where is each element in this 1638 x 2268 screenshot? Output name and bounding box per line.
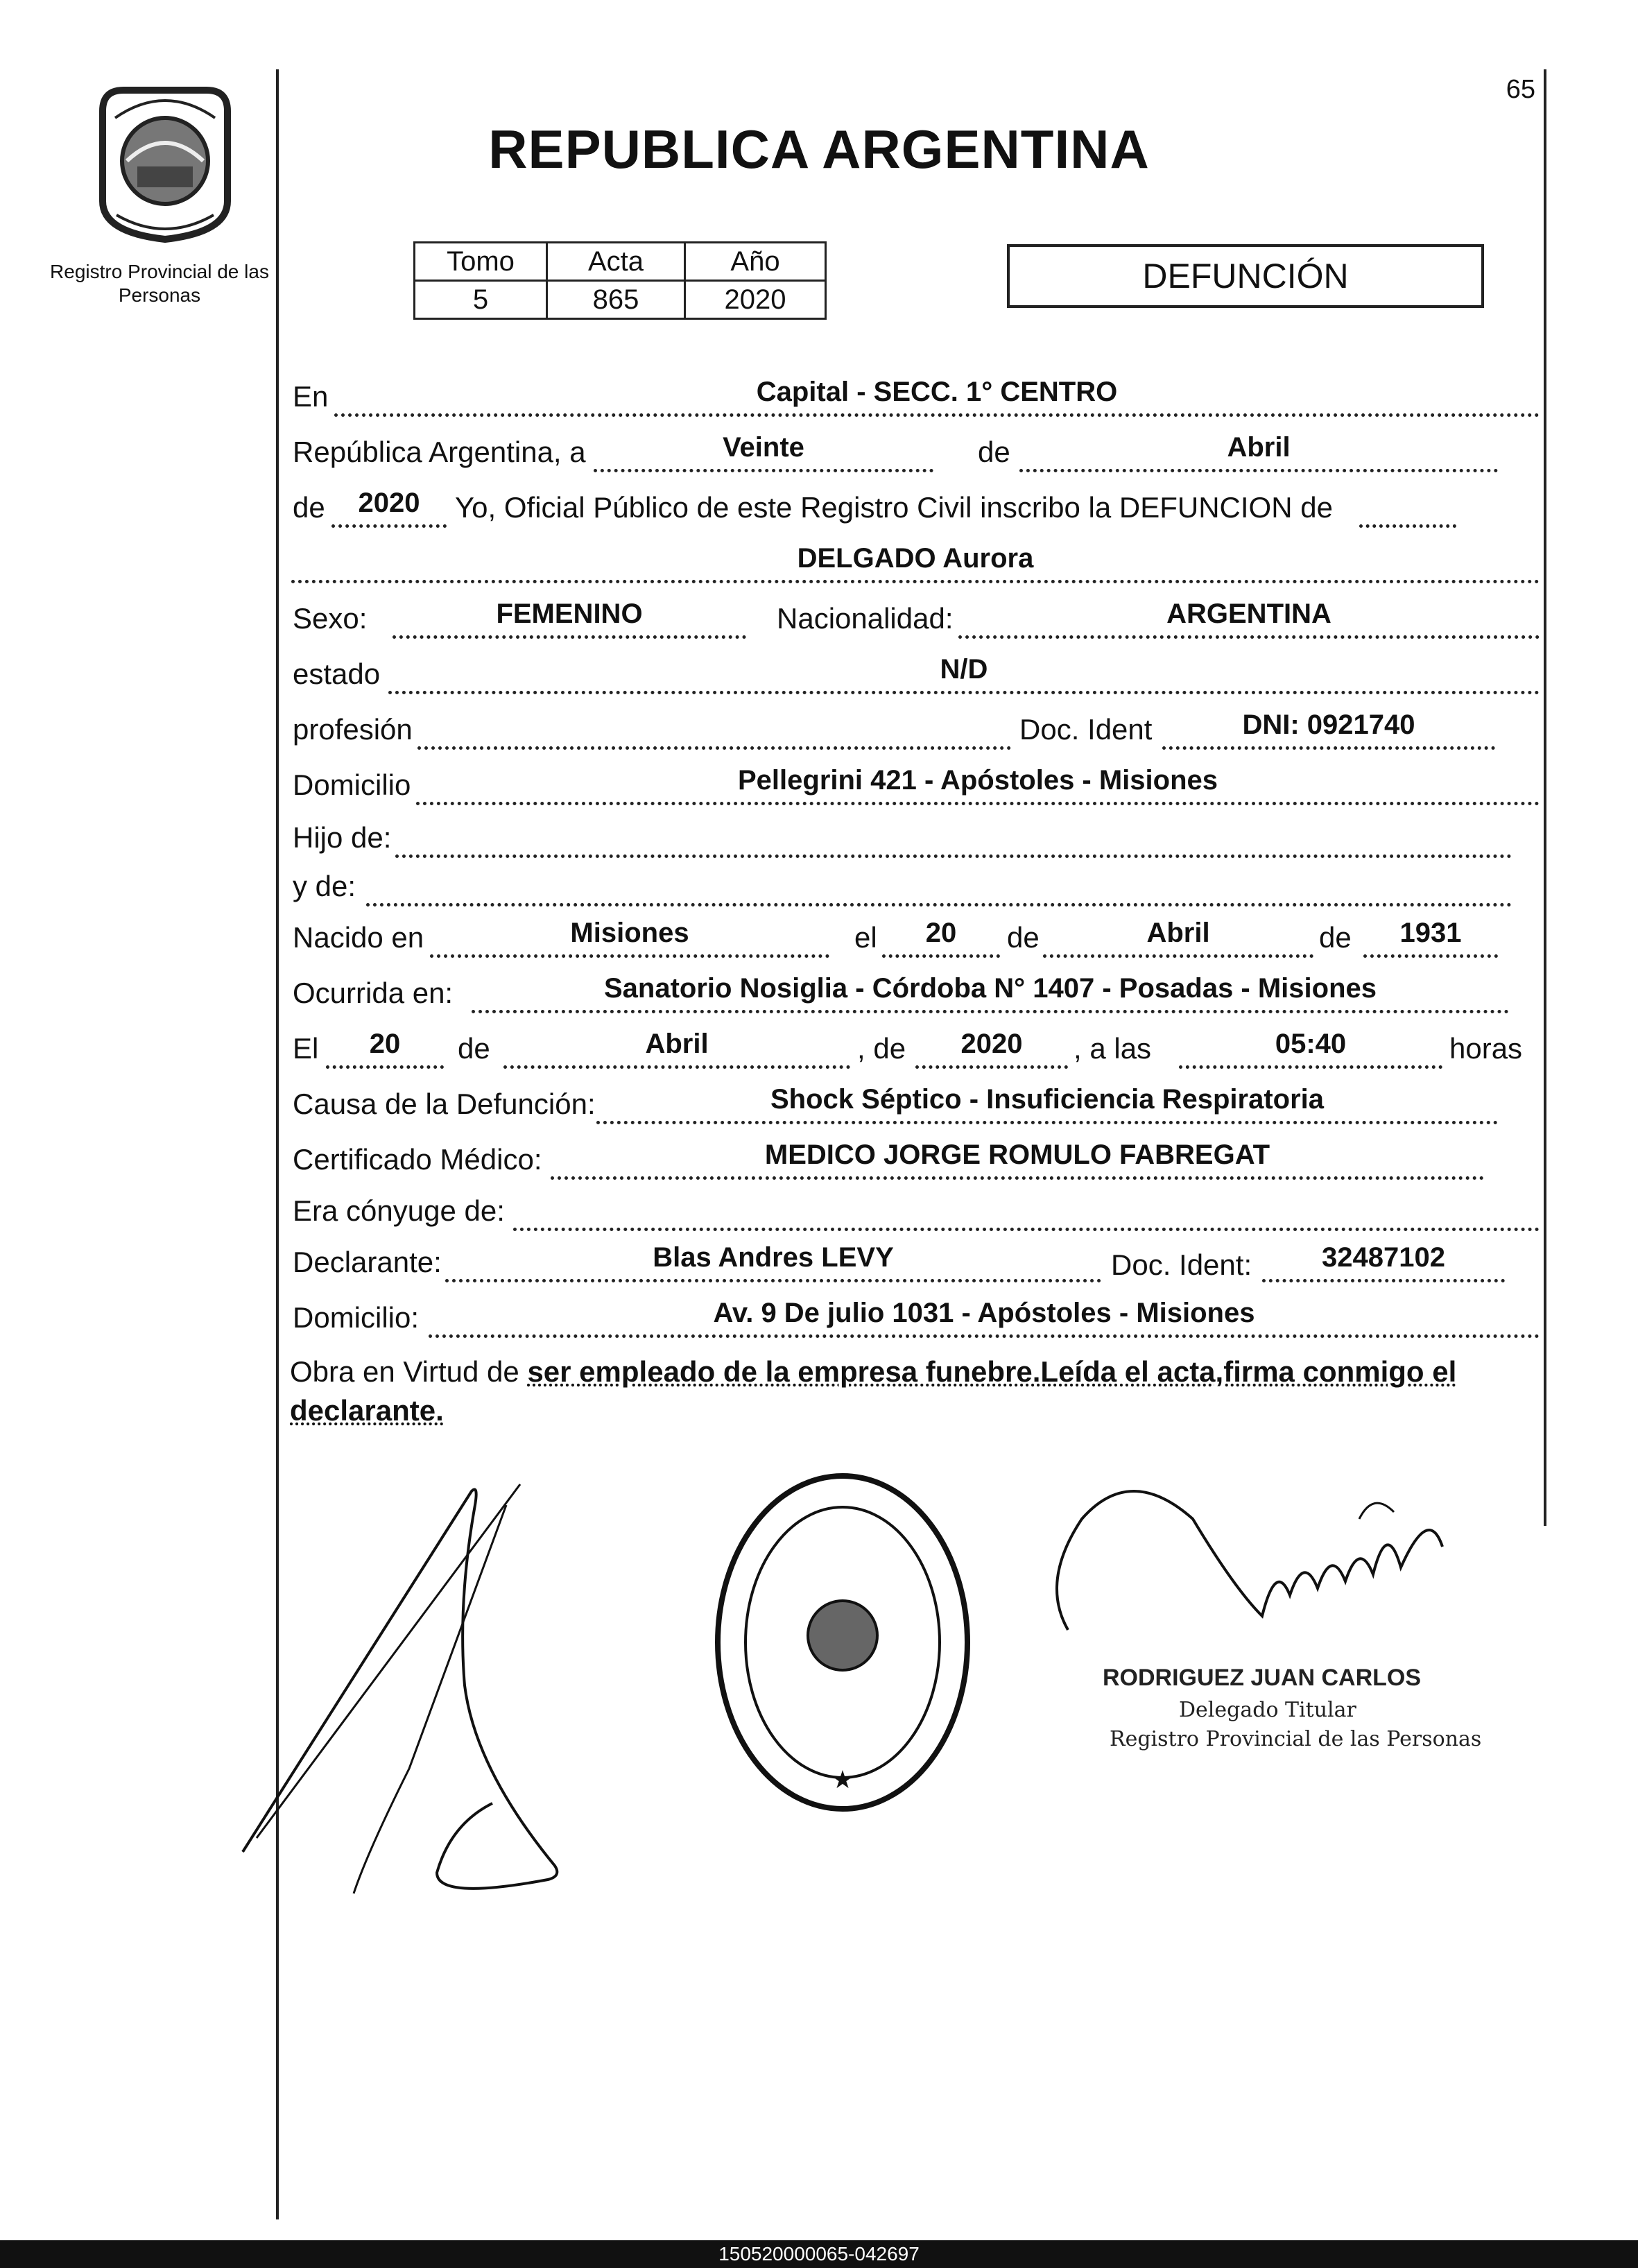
conyuge-label: Era cónyuge de:: [293, 1194, 505, 1227]
official-stamp: [707, 1469, 978, 1816]
hijo-value: [395, 816, 1512, 858]
nacido-label: Nacido en: [293, 921, 424, 954]
declarante-domicilio-label: Domicilio:: [293, 1301, 420, 1334]
death-de2-label: , de: [857, 1032, 906, 1065]
nacionalidad-value: ARGENTINA: [958, 596, 1540, 639]
svg-text:★: ★: [831, 1766, 854, 1794]
cert-value: MEDICO JORGE ROMULO FABREGAT: [551, 1137, 1484, 1180]
birth-month-value: Abril: [1043, 916, 1313, 958]
tomo-value: 5: [415, 281, 547, 319]
death-year-value: 2020: [915, 1026, 1068, 1069]
death-el-label: El: [293, 1032, 319, 1065]
document-title: REPUBLICA ARGENTINA: [488, 119, 1150, 180]
yde-label: y de:: [293, 870, 356, 902]
domicilio-value: Pellegrini 421 - Apóstoles - Misiones: [416, 763, 1540, 805]
officer-name: RODRIGUEZ JUAN CARLOS: [1103, 1665, 1422, 1691]
nacido-value: Misiones: [430, 916, 829, 958]
en-label: En: [293, 380, 329, 413]
record-type-box: DEFUNCIÓN: [1007, 244, 1484, 308]
domicilio-label: Domicilio: [293, 768, 411, 801]
causa-value: Shock Séptico - Insuficiencia Respiratoria: [596, 1082, 1498, 1124]
declarante-domicilio-value: Av. 9 De julio 1031 - Apóstoles - Misiones: [429, 1296, 1540, 1338]
day-words-value: Veinte: [594, 430, 933, 472]
year-prefix-label: de: [293, 491, 325, 524]
anio-header: Año: [685, 243, 826, 281]
acta-header: Acta: [547, 243, 685, 281]
officer-role: Delegado Titular: [1179, 1698, 1356, 1722]
month-value: Abril: [1019, 430, 1498, 472]
estado-value: N/D: [388, 652, 1540, 694]
alas-label: , a las: [1074, 1032, 1152, 1065]
inscribo-trailing-line: [1359, 486, 1456, 528]
death-de1-label: de: [458, 1032, 490, 1065]
obra-paragraph: [290, 1352, 1535, 1430]
declarante-label: Declarante:: [293, 1246, 442, 1278]
death-day-value: 20: [326, 1026, 444, 1069]
page-number: 65: [1506, 75, 1535, 104]
declarante-doc-label: Doc. Ident:: [1111, 1248, 1252, 1281]
obra-value: ser empleado de la empresa funebre.Leída el acta,firma conmigo el declarante.: [290, 1355, 1457, 1427]
deceased-name-value: DELGADO Aurora: [291, 541, 1540, 583]
footer-code: 150520000065-042697: [0, 2240, 1638, 2268]
en-value: Capital - SECC. 1° CENTRO: [334, 375, 1540, 417]
birth-year-value: 1931: [1363, 916, 1498, 958]
record-reference-table: [413, 241, 827, 320]
yde-value: [366, 864, 1512, 907]
birth-de2-label: de: [1319, 921, 1352, 954]
sexo-label: Sexo:: [293, 602, 368, 635]
birth-el-label: el: [854, 921, 877, 954]
cert-label: Certificado Médico:: [293, 1143, 542, 1176]
declarant-signature: [229, 1477, 589, 1907]
doc-ident-label: Doc. Ident: [1019, 713, 1153, 746]
horas-label: horas: [1449, 1032, 1523, 1065]
declarante-value: Blas Andres LEVY: [445, 1240, 1101, 1282]
death-time-value: 05:40: [1179, 1026, 1442, 1069]
obra-label: Obra en Virtud de: [290, 1355, 519, 1388]
right-margin-line: [1544, 69, 1546, 1526]
declarante-doc-value: 32487102: [1262, 1240, 1505, 1282]
registry-label: Registro Provincial de las Personas: [50, 261, 269, 306]
causa-label: Causa de la Defunción:: [293, 1088, 596, 1120]
birth-day-value: 20: [882, 916, 1000, 958]
officer-office: Registro Provincial de las Personas: [1110, 1727, 1482, 1751]
anio-value: 2020: [685, 281, 826, 319]
republica-label: República Argentina, a: [293, 436, 586, 468]
doc-ident-value: DNI: 0921740: [1162, 707, 1495, 750]
ocurrida-label: Ocurrida en:: [293, 977, 454, 1009]
sexo-value: FEMENINO: [393, 596, 746, 639]
estado-label: estado: [293, 658, 381, 690]
profesion-label: profesión: [293, 713, 413, 746]
day-de-label: de: [978, 436, 1010, 468]
profesion-value: [417, 707, 1011, 750]
officer-signature-block: [1040, 1477, 1540, 1810]
officer-signature: [1040, 1477, 1456, 1672]
inscribo-text: Yo, Oficial Público de este Registro Civil inscribo la DEFUNCION de: [455, 491, 1333, 524]
nacionalidad-label: Nacionalidad:: [777, 602, 954, 635]
ocurrida-value: Sanatorio Nosiglia - Córdoba N° 1407 - Posadas - Misiones: [472, 971, 1509, 1013]
acta-value: 865: [547, 281, 685, 319]
hijo-label: Hijo de:: [293, 821, 392, 854]
conyuge-value: [513, 1189, 1540, 1231]
tomo-header: Tomo: [415, 243, 547, 281]
birth-de1-label: de: [1007, 921, 1040, 954]
year-value: 2020: [331, 486, 447, 528]
death-month-value: Abril: [503, 1026, 850, 1069]
